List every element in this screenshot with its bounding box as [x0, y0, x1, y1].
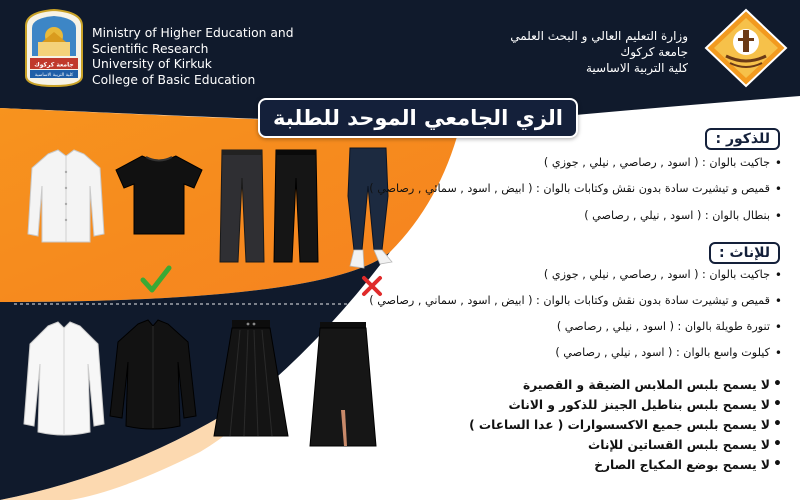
rule-item: • لا يسمح بوضع المكياج الصارخ	[402, 458, 782, 472]
list-item: • قميص و تيشيرت سادة بدون نقش وكتابات بالوان : ( ابيض , اسود , سماني , رصاصي )	[402, 294, 782, 308]
english-line: Ministry of Higher Education and	[92, 26, 294, 40]
male-section-label: للذكور :	[705, 128, 780, 150]
english-line: College of Basic Education	[92, 72, 256, 87]
rule-item: • لا يسمح بلبس جميع الاكسسوارات ( عدا الساعات )	[402, 418, 782, 432]
list-item: • قميص و تيشيرت سادة بدون نقش وكتابات بالوان : ( ابيض , اسود , سمائي , رصاصي )	[402, 182, 782, 196]
white-shirt-image	[26, 146, 106, 246]
arabic-line: جامعة كركوك	[620, 45, 688, 59]
rule-item: • لا يسمح بلبس الملابس الضيقة و القصيرة	[402, 378, 782, 392]
female-section-label: للإناث :	[709, 242, 780, 264]
english-institution-text	[92, 26, 294, 88]
check-icon	[140, 264, 172, 294]
arabic-institution-text	[510, 28, 688, 76]
rule-item: • لا يسمح بلبس بناطيل الجينز للذكور و الاناث	[402, 398, 782, 412]
jeans-image	[336, 146, 398, 274]
arabic-line: كلية التربية الاساسية	[586, 61, 688, 75]
black-trousers-image	[272, 148, 320, 264]
english-line: Scientific Research	[92, 41, 209, 56]
arabic-line: وزارة التعليم العالي و البحث العلمي	[510, 29, 688, 43]
left-logo-line-2: كلية التربية الاساسية	[34, 73, 74, 78]
list-item: • تنورة طويلة بالوان : ( اسود , نيلي , رصاصي )	[402, 320, 782, 334]
grey-trousers-image	[218, 148, 266, 264]
header-bar	[0, 0, 800, 92]
college-logo	[704, 8, 788, 88]
white-blouse-image	[22, 320, 106, 438]
pleated-skirt-image	[210, 318, 292, 438]
female-requirements-list	[369, 268, 782, 360]
list-item: • كيلوت واسع بالوان : ( اسود , نيلي , رصاصي )	[402, 346, 782, 360]
black-tshirt-image	[112, 152, 206, 236]
left-logo-line-1: جامعة كركوك	[34, 61, 74, 69]
straight-skirt-image	[306, 320, 380, 448]
page-title: الزي الجامعي الموحد للطلبة	[258, 98, 578, 138]
kirkuk-university-logo	[18, 6, 90, 88]
english-line: University of Kirkuk	[92, 57, 212, 71]
rule-item: • لا يسمح بلبس القساتين للإناث	[402, 438, 782, 452]
list-item: • بنطال بالوان : ( اسود , نيلي , رصاصي )	[402, 209, 782, 223]
list-item: • جاكيت بالوان : ( اسود , رصاصي , نيلي , جوزي )	[402, 156, 782, 170]
prohibitions-list	[402, 378, 782, 472]
black-blouse-image	[108, 318, 198, 432]
male-requirements-list	[369, 156, 782, 223]
list-item: • جاكيت بالوان : ( اسود , رصاصي , نيلي , جوزي )	[402, 268, 782, 282]
